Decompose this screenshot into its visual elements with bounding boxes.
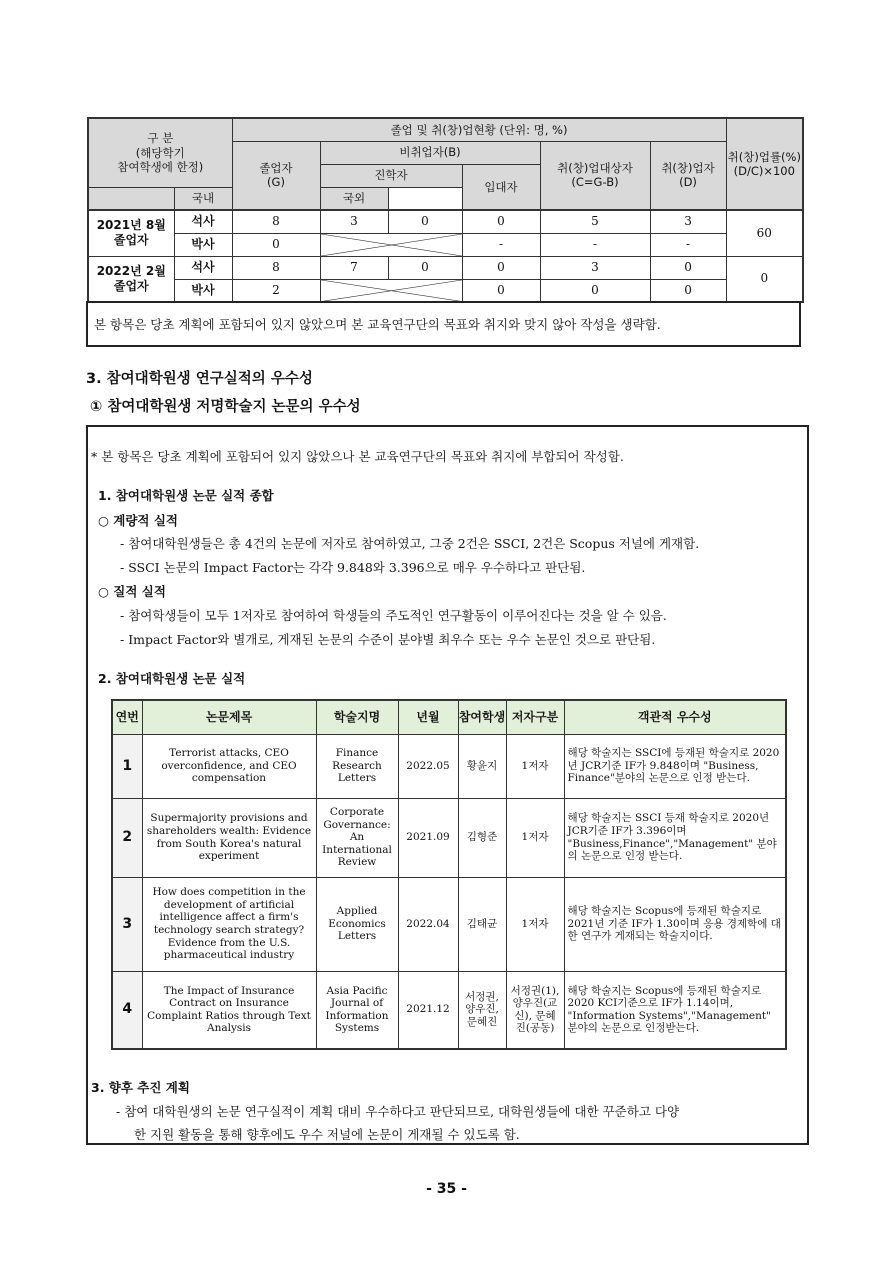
group-label xyxy=(88,256,174,302)
col-author-header: 저자구분 xyxy=(506,700,564,734)
target-cell: - xyxy=(540,233,650,256)
grad-header-sub: (G) xyxy=(267,175,285,190)
rate-cell: 0 xyxy=(726,256,803,302)
degree-cell: 석사 xyxy=(174,256,232,279)
gubun-header-sub2: 참여학생에 한정) xyxy=(117,159,204,174)
paper-author-type: 1저자 xyxy=(506,734,564,798)
col-journal-header: 학술지명 xyxy=(316,700,398,734)
grad-cell: 2 xyxy=(232,279,320,302)
paper-merit: 해당 학술지는 Scopus에 등재된 학술지로 2020 KCI기준으로 IF가 1.14이며, "Information Systems","Management" 분야의 논문으로 인정받는다. xyxy=(564,971,786,1049)
paper-author-type: 서정권(1), 양우진(교신), 문혜진(공동) xyxy=(506,971,564,1049)
section-3-1-title: ① 참여대학원생 저명학술지 논문의 우수성 xyxy=(90,399,361,415)
military-cell: 0 xyxy=(462,279,540,302)
emp-header-cell xyxy=(650,141,726,210)
col-student-header: 참여학생 xyxy=(458,700,506,734)
col-merit-header: 객관적 우수성 xyxy=(564,700,786,734)
paper-author-type: 1저자 xyxy=(506,877,564,971)
grad-cell: 8 xyxy=(232,256,320,279)
emp-header: 취(창)업자 xyxy=(661,160,715,175)
gubun-header-sub1: (해당학기 xyxy=(135,145,185,160)
col-title-header: 논문제목 xyxy=(142,700,316,734)
paper-no: 3 xyxy=(112,877,142,971)
paper-date: 2022.04 xyxy=(398,877,458,971)
rate-cell: 60 xyxy=(726,210,803,256)
crossed-out-cell xyxy=(320,279,462,302)
paper-merit: 해당 학술지는 SSCI 등재 학술지로 2020년 JCR기준 IF가 3.396이며 "Business,Finance","Management" 분야의 논문으로 인정 받는다. xyxy=(564,798,786,877)
emp-cell: 0 xyxy=(650,279,726,302)
abroad-cell: 0 xyxy=(388,256,462,279)
paper-list-heading: 2. 참여대학원생 논문 실적 xyxy=(98,671,246,686)
rate-header-cell xyxy=(726,118,803,210)
emp-cell: 3 xyxy=(650,210,726,233)
degree-cell: 박사 xyxy=(174,233,232,256)
target-cell: 3 xyxy=(540,256,650,279)
gubun-header-cell xyxy=(88,118,232,187)
paper-no: 4 xyxy=(112,971,142,1049)
military-cell: - xyxy=(462,233,540,256)
group-label-line1: 2022년 2월 xyxy=(96,263,166,278)
emp-cell: - xyxy=(650,233,726,256)
study-header: 진학자 xyxy=(320,164,462,187)
page-number: - 35 - xyxy=(426,1181,467,1197)
future-plan-line-2: 한 지원 활동을 통해 향후에도 우수 저널에 논문이 게재될 수 있도록 함. xyxy=(134,1127,520,1142)
target-cell: 5 xyxy=(540,210,650,233)
paper-merit: 해당 학술지는 SSCI에 등재된 학술지로 2020년 JCR기준 IF가 9.848이며 "Business, Finance"분야의 논문으로 인정 받는다. xyxy=(564,734,786,798)
group-label-line1: 2021년 8월 xyxy=(96,218,166,233)
paper-student: 황윤지 xyxy=(458,734,506,798)
paper-student: 김태균 xyxy=(458,877,506,971)
grad-header: 졸업자 xyxy=(259,160,293,175)
rate-header: 취(창)업률(%) xyxy=(727,149,801,164)
crossed-out-cell xyxy=(320,233,462,256)
summary-heading: 1. 참여대학원생 논문 실적 종합 xyxy=(98,488,274,503)
group-label xyxy=(88,210,174,256)
domestic-header: 국내 xyxy=(174,187,232,210)
intro-note: * 본 항목은 당초 계획에 포함되어 있지 않았으나 본 교육연구단의 목표와 취지에 부합되어 작성함. xyxy=(91,449,624,464)
paper-date: 2021.12 xyxy=(398,971,458,1049)
military-header: 입대자 xyxy=(462,164,540,210)
emp-header-sub: (D) xyxy=(679,175,697,190)
domestic-cell: 3 xyxy=(320,210,388,233)
qualitative-heading: ○ 질적 실적 xyxy=(98,584,166,599)
paper-student: 서정권, 양우진, 문혜진 xyxy=(458,971,506,1049)
quantitative-item-2: - SSCI 논문의 Impact Factor는 각각 9.848와 3.396으로 매우 우수하다고 판단됨. xyxy=(120,560,586,575)
qualitative-item-2: - Impact Factor와 별개로, 게재된 논문의 수준이 분야별 최우수 또는 우수 논문인 것으로 판단됨. xyxy=(120,632,656,647)
qualitative-item-1: - 참여학생들이 모두 1저자로 참여하여 학생들의 주도적인 연구활동이 이루어진다는 것을 알 수 있음. xyxy=(120,608,667,623)
target-header-sub: (C=G-B) xyxy=(571,175,619,190)
section-3-title: 3. 참여대학원생 연구실적의 우수성 xyxy=(86,371,313,387)
emp-cell: 0 xyxy=(650,256,726,279)
paper-journal: Applied Economics Letters xyxy=(316,877,398,971)
omission-note-box xyxy=(86,301,801,347)
grad-cell: 0 xyxy=(232,233,320,256)
omission-note-text: 본 항목은 당초 계획에 포함되어 있지 않았으며 본 교육연구단의 목표와 취지와 맞지 않아 작성을 생략함. xyxy=(94,317,661,332)
paper-journal: Asia Pacific Journal of Information Systems xyxy=(316,971,398,1049)
paper-author-type: 1저자 xyxy=(506,798,564,877)
paper-journal: Finance Research Letters xyxy=(316,734,398,798)
paper-title: Terrorist attacks, CEO overconfidence, and CEO compensation xyxy=(142,734,316,798)
col-year-header: 년월 xyxy=(398,700,458,734)
paper-no: 2 xyxy=(112,798,142,877)
paper-performance-box xyxy=(86,425,809,1145)
quantitative-heading: ○ 계량적 실적 xyxy=(98,513,178,528)
quantitative-item-1: - 참여대학원생들은 총 4건의 논문에 저자로 참여하였고, 그중 2건은 SSCI, 2건은 Scopus 저널에 게재함. xyxy=(120,536,700,551)
domestic-cell: 7 xyxy=(320,256,388,279)
nonemp-header: 비취업자(B) xyxy=(320,141,540,164)
grad-cell: 8 xyxy=(232,210,320,233)
target-header: 취(창)업대상자 xyxy=(557,160,633,175)
paper-title: Supermajority provisions and shareholders wealth: Evidence from South Korea's natural experiment xyxy=(142,798,316,877)
paper-journal: Corporate Governance: An International Review xyxy=(316,798,398,877)
employment-status-table xyxy=(87,117,804,303)
paper-date: 2021.09 xyxy=(398,798,458,877)
gubun-header: 구 분 xyxy=(147,131,174,146)
abroad-cell: 0 xyxy=(388,210,462,233)
degree-cell: 박사 xyxy=(174,279,232,302)
paper-table xyxy=(111,699,787,1050)
future-plan-line-1: - 참여 대학원생의 논문 연구실적이 계획 대비 우수하다고 판단되므로, 대학원생들에 대한 꾸준하고 다양 xyxy=(116,1104,680,1119)
paper-date: 2022.05 xyxy=(398,734,458,798)
group-label-line2: 졸업자 xyxy=(113,233,149,248)
target-cell: 0 xyxy=(540,279,650,302)
paper-student: 김형준 xyxy=(458,798,506,877)
paper-title: The Impact of Insurance Contract on Insurance Complaint Ratios through Text Analysis xyxy=(142,971,316,1049)
degree-cell: 석사 xyxy=(174,210,232,233)
abroad-header: 국외 xyxy=(320,187,388,210)
military-cell: 0 xyxy=(462,256,540,279)
military-cell: 0 xyxy=(462,210,540,233)
paper-title: How does competition in the development of artificial intelligence affect a firm's technology search strategy? Evidence from the U.S. pharmaceutical industry xyxy=(142,877,316,971)
grad-header-cell xyxy=(232,141,320,210)
future-plan-heading: 3. 향후 추진 계획 xyxy=(91,1080,190,1095)
status-header: 졸업 및 취(창)업현황 (단위: 명, %) xyxy=(232,118,726,141)
group-label-line2: 졸업자 xyxy=(113,278,149,293)
rate-header-sub: (D/C)×100 xyxy=(733,164,795,178)
paper-merit: 해당 학술지는 Scopus에 등재된 학술지로 2021년 기준 IF가 1.30이며 응용 경제학에 대한 연구가 게재되는 학술지이다. xyxy=(564,877,786,971)
target-header-cell xyxy=(540,141,650,210)
paper-no: 1 xyxy=(112,734,142,798)
col-no-header: 연번 xyxy=(112,700,142,734)
